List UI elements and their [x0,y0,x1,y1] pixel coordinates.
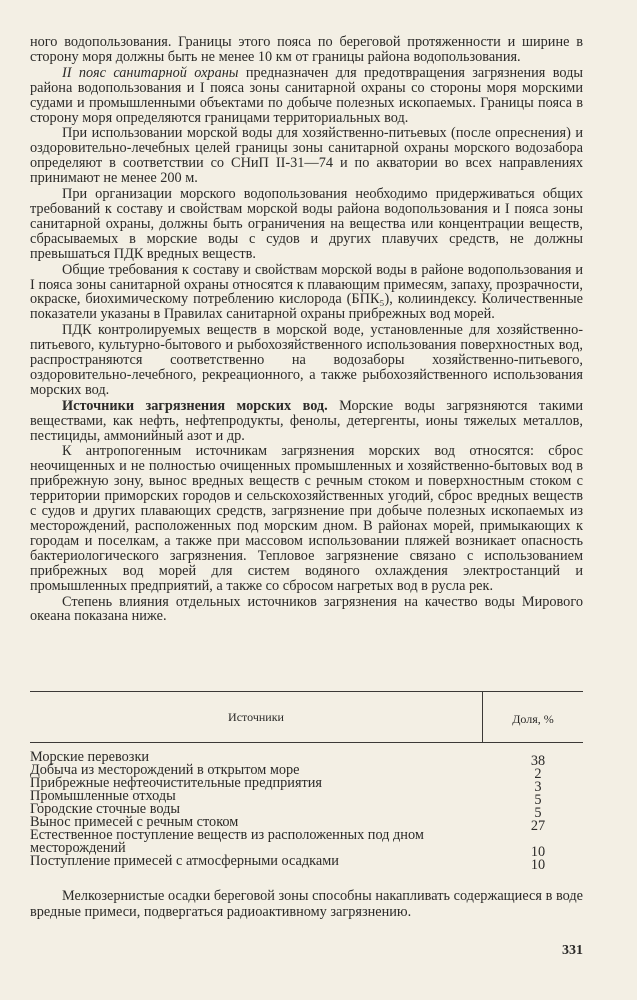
table-body [30,749,583,873]
row-share: 3 [534,779,542,795]
row-share: 5 [534,792,542,808]
paragraph-water-intake: При использовании морской воды для хозяйственно-питьевых (после опреснения) и оздоровительно-лечебных целей границы зоны санитарной охраны морского водозабора определяют в соответствии со СНиП II-31—74 и по акватории во всех направлениях принимают не менее 200 м. [30,125,583,187]
row-share: 27 [530,818,546,834]
paragraph-sediments: Мелкозернистые осадки береговой зоны способны накапливать содержащиеся в воде вредные примеси, подвергаться радиоактивному загрязнению. [30,888,583,920]
row-source: Поступление примесей с атмосферными осадками [30,853,339,869]
table-row [30,827,583,860]
row-share: 10 [530,857,546,873]
paragraph-organization: При организации морского водопользования необходимо придерживаться общих требований к составу и свойствам морской воды района водопользования и I пояса зоны санитарной охраны, должны быть ограничения на вещества или концентрации веществ, сбрасываемых в морские воды с судов и других плавучих средств, не должны превышаться ПДК вредных веществ. [30,186,583,262]
body-text [30,35,583,625]
table-header [30,691,583,743]
page-number: 331 [562,943,583,958]
row-source: Морские перевозки [30,749,150,765]
row-share: 5 [534,805,542,821]
pollution-sources-table [30,691,583,873]
paragraph-table-intro: Степень влияния отдельных источников загрязнения на качество воды Мирового океана показана ниже. [30,593,583,625]
sources-heading: Источники загрязнения морских вод. [62,397,328,414]
paragraph-pdk: ПДК контролируемых веществ в морской воде, установленные для хозяйственно-питьевого, культурно-бытового и рыбохозяйственного использования поверхностных вод, распространяются соответственно на водозаборы хозяйственно-питьевого, оздоровительно-лечебного, рекреационного, а также рыбохозяйственного использования морских вод. [30,322,583,398]
paragraph-continuation: ного водопользования. Границы этого пояса по береговой протяженности и ширине в сторону моря должны быть не менее 10 км от границы района водопользования. [30,34,583,65]
row-source: Прибрежные нефтеочистительные предприятия [30,775,322,791]
row-share: 2 [534,766,542,782]
row-share: 38 [530,753,546,769]
paragraph-general-requirements: Общие требования к составу и свойствам морской воды в районе водопользования и I пояса зоны санитарной охраны относятся к плавающим примесям, запаху, прозрачности, окраске, биохимическому потреблению кислорода (БПК₅), колииндексу. Количественные показатели указаны в Правилах санитарной охраны прибрежных вод морей. [30,261,583,323]
paragraph-sources [30,399,583,444]
zone-ii-heading: II пояс санитарной охраны [62,64,239,81]
paragraph-anthropogenic: К антропогенным источникам загрязнения морских вод относятся: сброс неочищенных и не полностью очищенных промышленных и хозяйственно-бытовых вод в прибрежную зону, вынос вредных веществ с речным стоком и поверхностным стоком с территории приморских городов и сельскохозяйственных угодий, сброс вредных веществ с судов и других плавающих средств, загрязнение при добыче полезных ископаемых из месторождений, расположенных под морским дном. В районах морей, примыкающих к городам и поселкам, а также при массовом использовании пляжей возникает опасность бактериологического загрязнения. Тепловое загрязнение связано с использованием прибрежных вод морей для систем водяного охлаждения электростанций и промышленных предприятий, а также со сбросом нагретых вод в русла рек. [30,443,583,594]
row-source: Вынос примесей с речным стоком [30,814,239,830]
closing-text [30,888,583,920]
row-share: 10 [530,844,546,860]
row-source: Городские сточные воды [30,801,180,817]
zone-ii-text: предназначен для предотвращения загрязнения воды района водопользования и I пояса зоны санитарной охраны со стороны моря морскими судами и промышленными объектами по добыче полезных ископаемых. Границы пояса в сторону моря определяются границами территориальных вод. [30,64,584,126]
table-row [30,853,583,873]
header-sources: Источники [228,710,284,724]
sources-text: Морские воды загрязняются такими веществами, как нефть, нефтепродукты, фенолы, детергенты, ионы тяжелых металлов, пестициды, аммонийный азот и др. [30,397,583,444]
row-source: Промышленные отходы [30,788,176,804]
header-share: Доля, % [482,692,583,742]
paragraph-zone-ii [30,66,583,126]
row-source: Добыча из месторождений в открытом море [30,762,300,778]
row-source: Естественное поступление веществ из расположенных под дном месторождений [30,827,424,856]
